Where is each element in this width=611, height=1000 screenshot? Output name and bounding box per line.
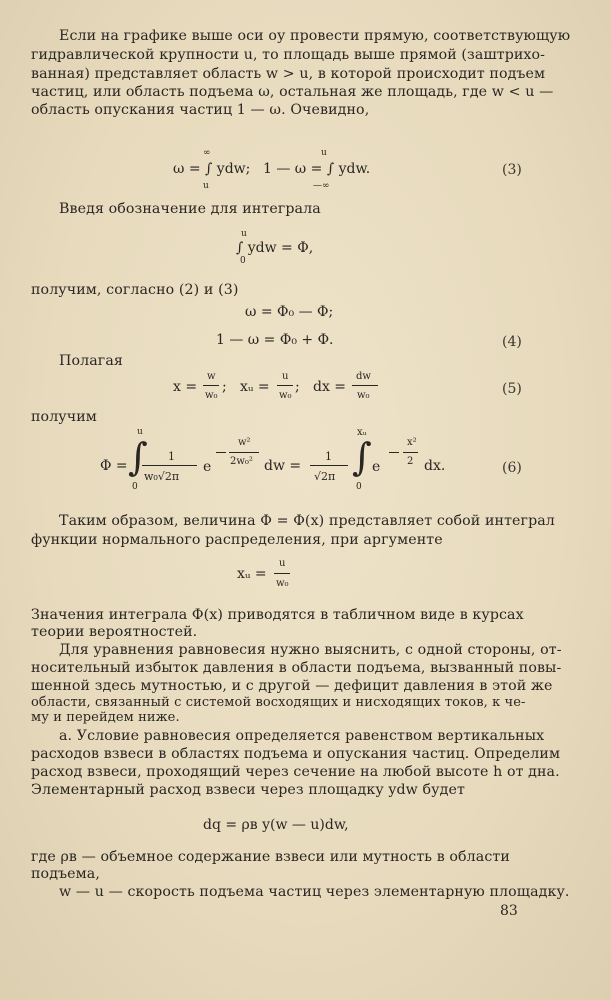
exp-base: e bbox=[203, 459, 212, 475]
text-line: ванная) представляет область w > u, в которой происходит подъем bbox=[31, 66, 546, 82]
fraction-numerator: 1 bbox=[168, 450, 175, 463]
fraction-denominator: w₀ bbox=[279, 390, 292, 401]
equation-number: (4) bbox=[502, 334, 522, 350]
fraction-bar bbox=[310, 465, 348, 466]
equation-4-line2: 1 — ω = Φ₀ + Φ. bbox=[216, 332, 334, 348]
integral-lower-limit: 0 bbox=[356, 482, 362, 492]
text-line: му и перейдем ниже. bbox=[31, 710, 180, 725]
text-line: шенной здесь мутностью, и с другой — дефицит давления в этой же bbox=[31, 678, 553, 694]
text-line: функции нормального распределения, при аргументе bbox=[31, 532, 443, 548]
exponent-numerator: x² bbox=[407, 437, 417, 448]
fraction-bar bbox=[142, 465, 197, 466]
fraction-bar bbox=[203, 385, 219, 386]
fraction-numerator: dw bbox=[356, 371, 371, 382]
fraction-denominator: √2π bbox=[314, 470, 336, 483]
exp-base: e bbox=[372, 459, 381, 475]
equation-3-part2: 1 — ω = ∫ ydw. bbox=[263, 161, 371, 177]
equation-4-line1: ω = Φ₀ — Φ; bbox=[245, 304, 334, 320]
fraction-bar bbox=[274, 573, 290, 574]
integral-lower-limit: 0 bbox=[240, 256, 246, 266]
eq5-xu-lhs: xᵤ = bbox=[240, 379, 270, 395]
fraction-numerator: u bbox=[279, 558, 286, 569]
text-line: получим, согласно (2) и (3) bbox=[31, 282, 239, 298]
text-line: w — u — скорость подъема частиц через элементарную площадку. bbox=[59, 884, 570, 900]
text-line: получим bbox=[31, 409, 97, 425]
text-line: Элементарный расход взвеси через площадку ydw будет bbox=[31, 782, 465, 798]
text-line: а. Условие равновесия определяется равенством вертикальных bbox=[59, 728, 545, 744]
text-line: подъема, bbox=[31, 866, 100, 882]
integral-sign: ∫ bbox=[128, 435, 148, 479]
integral-upper-limit: ∞ bbox=[203, 148, 211, 158]
fraction-denominator: w₀ bbox=[357, 390, 370, 401]
integral-lower-limit: 0 bbox=[132, 482, 138, 492]
text-line: теории вероятностей. bbox=[31, 624, 198, 640]
equation-3-part1: ω = ∫ ydw; bbox=[173, 161, 251, 177]
text-line: гидравлической крупности u, то площадь выше прямой (заштрихо- bbox=[31, 47, 546, 63]
equation-number: (3) bbox=[502, 162, 522, 178]
equation-number: (6) bbox=[502, 460, 522, 476]
text-line: Полагая bbox=[59, 353, 123, 369]
text-line: Если на графике выше оси оу провести прямую, соответствующую bbox=[59, 28, 571, 44]
phi-definition: ∫ ydw = Φ, bbox=[236, 240, 314, 256]
text-line: область опускания частиц 1 — ω. Очевидно, bbox=[31, 102, 370, 118]
text-line: носительный избыток давления в области подъема, вызванный повы- bbox=[31, 660, 562, 676]
integral-upper-limit: u bbox=[321, 148, 327, 158]
eq6-dw: dw = bbox=[264, 458, 302, 474]
text-line: частиц, или область подъема ω, остальная же площадь, где w < u — bbox=[31, 84, 554, 100]
separator: ; bbox=[295, 379, 300, 395]
fraction-numerator: w bbox=[207, 371, 216, 382]
integral-lower-limit: u bbox=[203, 181, 209, 191]
text-line: Таким образом, величина Φ = Φ(x) представляет собой интеграл bbox=[59, 513, 555, 529]
integral-upper-limit: xᵤ bbox=[357, 427, 367, 438]
xu-lhs: xᵤ = bbox=[237, 566, 267, 582]
text-line: Введя обозначение для интеграла bbox=[59, 201, 321, 217]
text-line: расход взвеси, проходящий через сечение на любой высоте h от дна. bbox=[31, 764, 560, 780]
exponent-numerator: w² bbox=[238, 437, 251, 448]
eq5-x-lhs: x = bbox=[173, 379, 198, 395]
fraction-numerator: u bbox=[282, 371, 289, 382]
text-line: области, связанный с системой восходящих и нисходящих токов, к че- bbox=[31, 695, 526, 710]
exponent-denominator: 2w₀² bbox=[230, 456, 253, 467]
fraction-bar bbox=[352, 385, 378, 386]
integral-lower-limit: —∞ bbox=[313, 181, 330, 191]
equation-dq: dq = ρв y(w — u)dw, bbox=[203, 817, 349, 833]
text-line: Для уравнения равновесия нужно выяснить, с одной стороны, от- bbox=[59, 642, 562, 658]
text-line: Значения интеграла Φ(x) приводятся в табличном виде в курсах bbox=[31, 607, 524, 623]
page-number: 83 bbox=[500, 903, 518, 919]
fraction-denominator: w₀√2π bbox=[144, 470, 180, 483]
fraction-numerator: 1 bbox=[325, 450, 332, 463]
exponent-denominator: 2 bbox=[407, 456, 414, 467]
fraction-denominator: w₀ bbox=[205, 390, 218, 401]
integral-sign: ∫ bbox=[352, 435, 372, 479]
eq6-phi: Φ = bbox=[100, 458, 128, 474]
eq5-dx-lhs: dx = bbox=[313, 379, 347, 395]
integral-upper-limit: u bbox=[241, 229, 247, 239]
fraction-denominator: w₀ bbox=[276, 578, 289, 589]
equation-number: (5) bbox=[502, 381, 522, 397]
text-line: расходов взвеси в областях подъема и опускания частиц. Определим bbox=[31, 746, 561, 762]
text-line: где ρв — объемное содержание взвеси или мутность в области bbox=[31, 849, 510, 865]
eq6-dx: dx. bbox=[424, 458, 446, 474]
fraction-bar bbox=[277, 385, 293, 386]
integral-upper-limit: u bbox=[137, 427, 143, 437]
fraction-bar bbox=[229, 452, 259, 453]
minus-sign bbox=[389, 452, 399, 453]
separator: ; bbox=[222, 379, 227, 395]
fraction-bar bbox=[403, 452, 418, 453]
minus-sign bbox=[216, 452, 226, 453]
